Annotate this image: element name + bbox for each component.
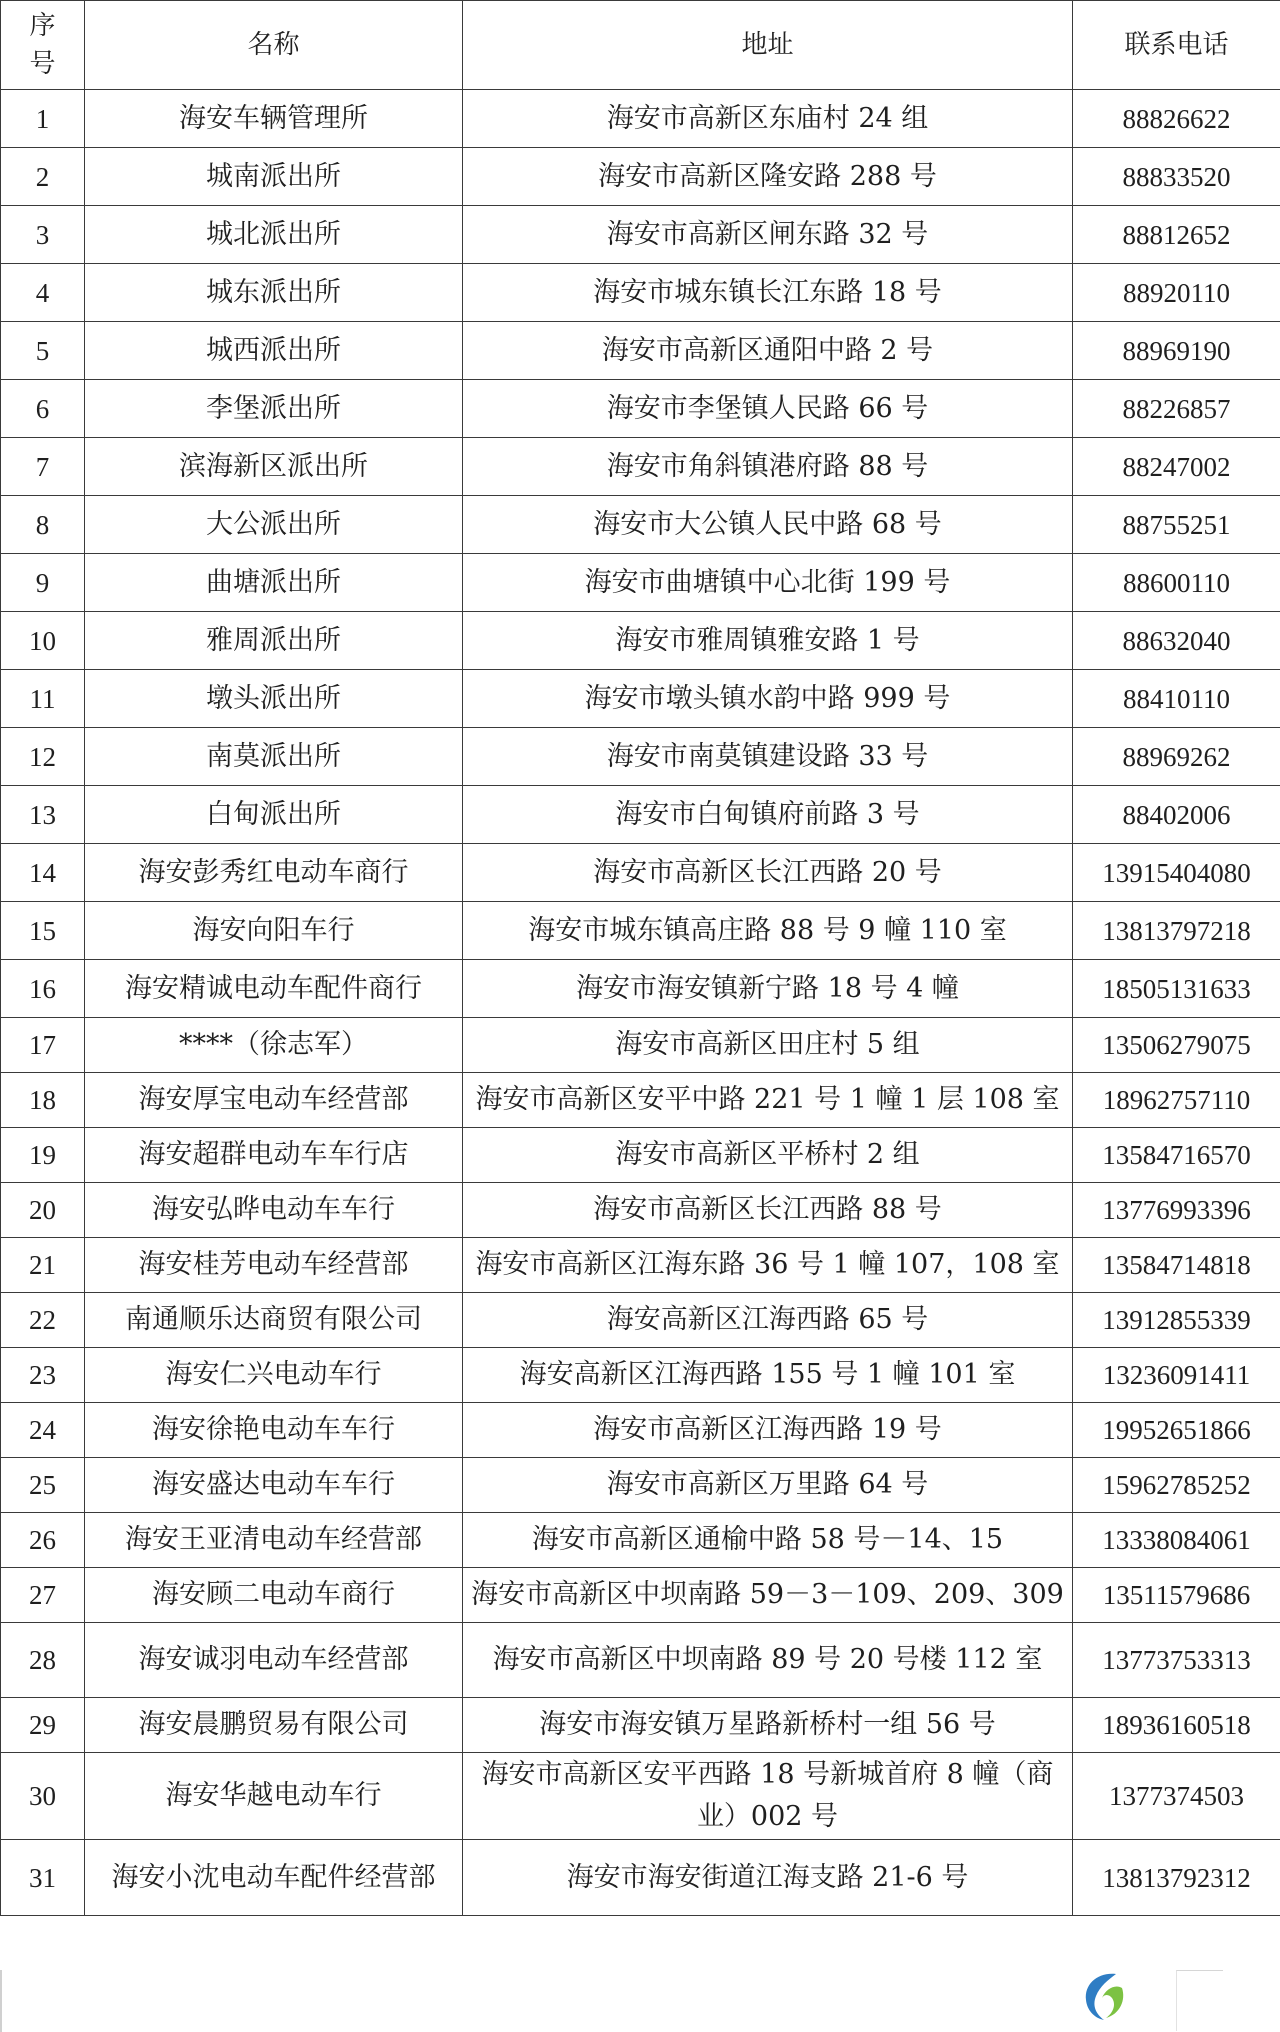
cell-no: 25 [1,1458,85,1513]
cell-name: 海安小沈电动车配件经营部 [85,1840,463,1916]
cell-phone: 19952651866 [1073,1403,1280,1458]
table-row [1,496,1280,554]
cell-phone: 18962757110 [1073,1073,1280,1128]
table-row [1,1698,1280,1753]
cell-name: 海安顾二电动车商行 [85,1568,463,1623]
cell-address: 海安市高新区通阳中路 2 号 [463,322,1073,380]
cell-phone: 13584714818 [1073,1238,1280,1293]
cell-name: 白甸派出所 [85,786,463,844]
table-row [1,1018,1280,1073]
table-row [1,612,1280,670]
cell-no: 20 [1,1183,85,1238]
cell-phone: 88226857 [1073,380,1280,438]
cell-phone: 88247002 [1073,438,1280,496]
cell-no: 17 [1,1018,85,1073]
cell-phone: 88969190 [1073,322,1280,380]
table-row [1,1348,1280,1403]
cell-phone: 88833520 [1073,148,1280,206]
cell-name: 海安仁兴电动车行 [85,1348,463,1403]
cell-address: 海安市大公镇人民中路 68 号 [463,496,1073,554]
cell-no: 1 [1,90,85,148]
cell-no: 26 [1,1513,85,1568]
cell-no: 15 [1,902,85,960]
cell-address: 海安市海安镇新宁路 18 号 4 幢 [463,960,1073,1018]
table-row [1,1293,1280,1348]
table-row [1,1238,1280,1293]
cell-name: 曲塘派出所 [85,554,463,612]
cell-phone: 18936160518 [1073,1698,1280,1753]
cell-no: 14 [1,844,85,902]
cell-phone: 1377374503 [1073,1753,1280,1840]
cell-name: 大公派出所 [85,496,463,554]
cell-address: 海安市白甸镇府前路 3 号 [463,786,1073,844]
cell-name: 城东派出所 [85,264,463,322]
table-row [1,380,1280,438]
cell-address: 海安市曲塘镇中心北街 199 号 [463,554,1073,612]
table-row [1,960,1280,1018]
cell-no: 30 [1,1753,85,1840]
cell-no: 19 [1,1128,85,1183]
cell-phone: 13773753313 [1073,1623,1280,1698]
cell-address: 海安市高新区江海东路 36 号 1 幢 107，108 室 [463,1238,1073,1293]
cell-no: 16 [1,960,85,1018]
cell-no: 9 [1,554,85,612]
app-logo-icon [1076,1968,1132,2024]
cell-phone: 13915404080 [1073,844,1280,902]
table-row [1,728,1280,786]
cell-phone: 13813792312 [1073,1840,1280,1916]
cell-address: 海安市墩头镇水韵中路 999 号 [463,670,1073,728]
table-row [1,264,1280,322]
table-row [1,438,1280,496]
cell-name: 海安桂芳电动车经营部 [85,1238,463,1293]
cell-name: 海安车辆管理所 [85,90,463,148]
header-address: 地址 [463,1,1073,90]
cell-phone: 15962785252 [1073,1458,1280,1513]
header-no-line1: 序 [29,11,56,41]
cell-name: 海安弘晔电动车车行 [85,1183,463,1238]
cell-no: 7 [1,438,85,496]
cell-no: 2 [1,148,85,206]
cell-no: 12 [1,728,85,786]
cell-no: 11 [1,670,85,728]
cell-name: 墩头派出所 [85,670,463,728]
cell-phone: 13511579686 [1073,1568,1280,1623]
cell-phone: 13776993396 [1073,1183,1280,1238]
cell-phone: 13584716570 [1073,1128,1280,1183]
cell-no: 24 [1,1403,85,1458]
cell-address: 海安市高新区闸东路 32 号 [463,206,1073,264]
cell-no: 22 [1,1293,85,1348]
cell-name: 李堡派出所 [85,380,463,438]
cell-no: 23 [1,1348,85,1403]
cell-address: 海安市高新区隆安路 288 号 [463,148,1073,206]
table-row [1,1458,1280,1513]
cell-phone: 13506279075 [1073,1018,1280,1073]
cell-address: 海安高新区江海西路 155 号 1 幢 101 室 [463,1348,1073,1403]
cell-no: 27 [1,1568,85,1623]
logo-swoosh-green [1102,1986,1123,2018]
cell-address: 海安市高新区长江西路 88 号 [463,1183,1073,1238]
table-row [1,554,1280,612]
cell-name: 海安徐艳电动车车行 [85,1403,463,1458]
header-no-line2: 号 [29,49,56,79]
cell-address: 海安市高新区安平西路 18 号新城首府 8 幢（商业）002 号 [463,1753,1073,1840]
cell-phone: 13912855339 [1073,1293,1280,1348]
cell-phone: 88826622 [1073,90,1280,148]
cell-address: 海安市高新区中坝南路 59－3－109、209、309 [463,1568,1073,1623]
cell-name: 城南派出所 [85,148,463,206]
cell-name: 海安盛达电动车车行 [85,1458,463,1513]
cell-no: 29 [1,1698,85,1753]
cell-no: 31 [1,1840,85,1916]
cell-name: ****（徐志军） [85,1018,463,1073]
cell-phone: 18505131633 [1073,960,1280,1018]
header-phone: 联系电话 [1073,1,1280,90]
table-row [1,1753,1280,1840]
table-row [1,786,1280,844]
cell-address: 海安市海安镇万星路新桥村一组 56 号 [463,1698,1073,1753]
cell-no: 10 [1,612,85,670]
table-row [1,1623,1280,1698]
header-row [1,1,1280,90]
table-row [1,90,1280,148]
cell-address: 海安市高新区长江西路 20 号 [463,844,1073,902]
cell-no: 8 [1,496,85,554]
cell-phone: 13236091411 [1073,1348,1280,1403]
cell-phone: 88969262 [1073,728,1280,786]
cell-name: 南通顺乐达商贸有限公司 [85,1293,463,1348]
cell-phone: 88920110 [1073,264,1280,322]
cell-phone: 88812652 [1073,206,1280,264]
header-no [1,1,85,90]
table-row [1,670,1280,728]
cell-address: 海安市海安街道江海支路 21-6 号 [463,1840,1073,1916]
cell-no: 5 [1,322,85,380]
cell-name: 海安诚羽电动车经营部 [85,1623,463,1698]
cell-address: 海安市高新区万里路 64 号 [463,1458,1073,1513]
cell-address: 海安市高新区中坝南路 89 号 20 号楼 112 室 [463,1623,1073,1698]
page-edge-mark [0,1970,2,2032]
cell-name: 海安向阳车行 [85,902,463,960]
header-name: 名称 [85,1,463,90]
cell-address: 海安市高新区田庄村 5 组 [463,1018,1073,1073]
cell-phone: 88755251 [1073,496,1280,554]
cell-name: 海安王亚清电动车经营部 [85,1513,463,1568]
cell-address: 海安高新区江海西路 65 号 [463,1293,1073,1348]
table-row [1,1840,1280,1916]
table-row [1,844,1280,902]
table-row [1,1403,1280,1458]
cell-address: 海安市高新区东庙村 24 组 [463,90,1073,148]
table-row [1,1128,1280,1183]
cell-name: 南莫派出所 [85,728,463,786]
table-row [1,1183,1280,1238]
cell-phone: 88600110 [1073,554,1280,612]
cell-address: 海安市城东镇高庄路 88 号 9 幢 110 室 [463,902,1073,960]
cell-no: 21 [1,1238,85,1293]
cell-name: 海安厚宝电动车经营部 [85,1073,463,1128]
cell-no: 13 [1,786,85,844]
cell-no: 28 [1,1623,85,1698]
cell-name: 雅周派出所 [85,612,463,670]
cell-name: 海安华越电动车行 [85,1753,463,1840]
cell-name: 城北派出所 [85,206,463,264]
table-row [1,1073,1280,1128]
cell-no: 4 [1,264,85,322]
table-row [1,206,1280,264]
cell-address: 海安市高新区平桥村 2 组 [463,1128,1073,1183]
cell-address: 海安市角斜镇港府路 88 号 [463,438,1073,496]
cell-name: 海安彭秀红电动车商行 [85,844,463,902]
cell-name: 海安超群电动车车行店 [85,1128,463,1183]
cell-phone: 13813797218 [1073,902,1280,960]
cell-address: 海安市城东镇长江东路 18 号 [463,264,1073,322]
cell-address: 海安市高新区江海西路 19 号 [463,1403,1073,1458]
table-row [1,1513,1280,1568]
cell-phone: 13338084061 [1073,1513,1280,1568]
table-body [1,90,1280,1916]
cell-phone: 88402006 [1073,786,1280,844]
cell-name: 滨海新区派出所 [85,438,463,496]
cell-address: 海安市雅周镇雅安路 1 号 [463,612,1073,670]
cell-phone: 88410110 [1073,670,1280,728]
table-row [1,148,1280,206]
cell-address: 海安市南莫镇建设路 33 号 [463,728,1073,786]
cell-no: 18 [1,1073,85,1128]
cell-name: 城西派出所 [85,322,463,380]
cell-phone: 88632040 [1073,612,1280,670]
table-row [1,902,1280,960]
cell-name: 海安晨鹏贸易有限公司 [85,1698,463,1753]
cell-address: 海安市李堡镇人民路 66 号 [463,380,1073,438]
cell-no: 6 [1,380,85,438]
cell-no: 3 [1,206,85,264]
cell-address: 海安市高新区安平中路 221 号 1 幢 1 层 108 室 [463,1073,1073,1128]
cell-name: 海安精诚电动车配件商行 [85,960,463,1018]
table-row [1,1568,1280,1623]
table-row [1,322,1280,380]
cell-address: 海安市高新区通榆中路 58 号－14、15 [463,1513,1073,1568]
page-corner-mark [1176,1970,1223,2031]
